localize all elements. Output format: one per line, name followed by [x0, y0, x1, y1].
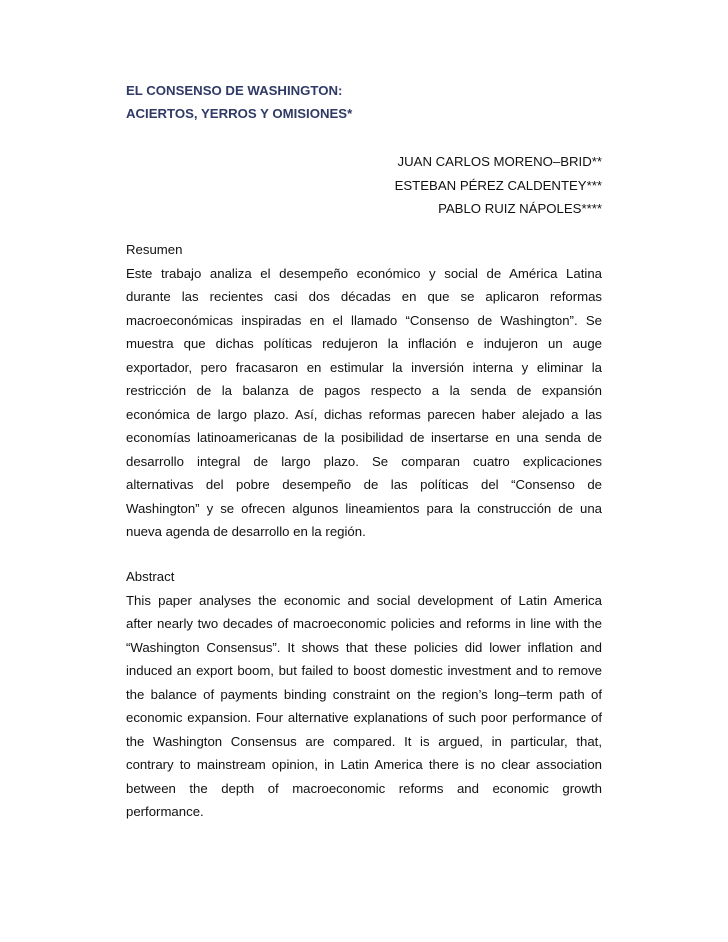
- body-line: the Washington Consensus are compared. It is argued, in particular, that,: [126, 733, 602, 749]
- body-line: after nearly two decades of macroeconomic policies and reforms in line with the: [126, 616, 602, 631]
- body-line: performance.: [126, 804, 204, 819]
- body-line: nueva agenda de desarrollo en la región.: [126, 524, 366, 539]
- body-line: the balance of payments binding constraint on the region’s long–term path of: [126, 686, 602, 702]
- body-line: exportador, pero fracasaron en estimular la inversión interna y eliminar la: [126, 359, 602, 375]
- body-line: durante las recientes casi dos décadas en que se aplicaron reformas: [126, 289, 602, 304]
- abstract-section: [126, 565, 602, 824]
- body-line: This paper analyses the economic and social development of Latin America: [126, 592, 602, 608]
- body-line: “Washington Consensus”. It shows that these policies did lower inflation and: [126, 639, 602, 655]
- author-name: JUAN CARLOS MORENO–BRID**: [397, 154, 602, 169]
- title-line-1: EL CONSENSO DE WASHINGTON:: [126, 83, 343, 98]
- body-line: Washington” y se ofrecen algunos lineamientos para la construcción de una: [126, 500, 602, 516]
- body-line: contrary to mainstream opinion, in Latin America there is no clear association: [126, 757, 602, 772]
- body-line: economic expansion. Four alternative explanations of such poor performance of: [126, 710, 602, 725]
- resumen-body: [126, 262, 602, 544]
- author-name: ESTEBAN PÉREZ CALDENTEY***: [394, 177, 602, 193]
- body-line: desarrollo integral de largo plazo. Se comparan cuatro explicaciones: [126, 453, 602, 469]
- body-line: induced an export boom, but failed to boost domestic investment and to remove: [126, 663, 602, 678]
- abstract-body: [126, 589, 602, 824]
- resumen-section: [126, 238, 602, 544]
- author-list: [395, 150, 602, 221]
- resumen-heading: Resumen: [126, 242, 183, 257]
- body-line: restricción de la balanza de pagos respecto a la senda de expansión: [126, 383, 602, 398]
- paper-title: [126, 79, 352, 125]
- body-line: muestra que dichas políticas redujeron la inflación e indujeron un auge: [126, 336, 602, 351]
- title-line-2: ACIERTOS, YERROS Y OMISIONES*: [126, 106, 353, 121]
- body-line: between the depth of macroeconomic reforms and economic growth: [126, 780, 602, 796]
- body-line: economías latinoamericanas de la posibilidad de insertarse en una senda de: [126, 430, 602, 445]
- body-line: económica de largo plazo. Así, dichas reformas parecen haber alejado a las: [126, 406, 602, 422]
- author-name: PABLO RUIZ NÁPOLES****: [438, 201, 602, 216]
- body-line: macroeconómicas inspiradas en el llamado “Consenso de Washington”. Se: [126, 312, 602, 328]
- abstract-heading: Abstract: [126, 569, 175, 584]
- body-line: alternativas del pobre desempeño de las políticas del “Consenso de: [126, 477, 602, 492]
- body-line: Este trabajo analiza el desempeño económico y social de América Latina: [126, 265, 602, 281]
